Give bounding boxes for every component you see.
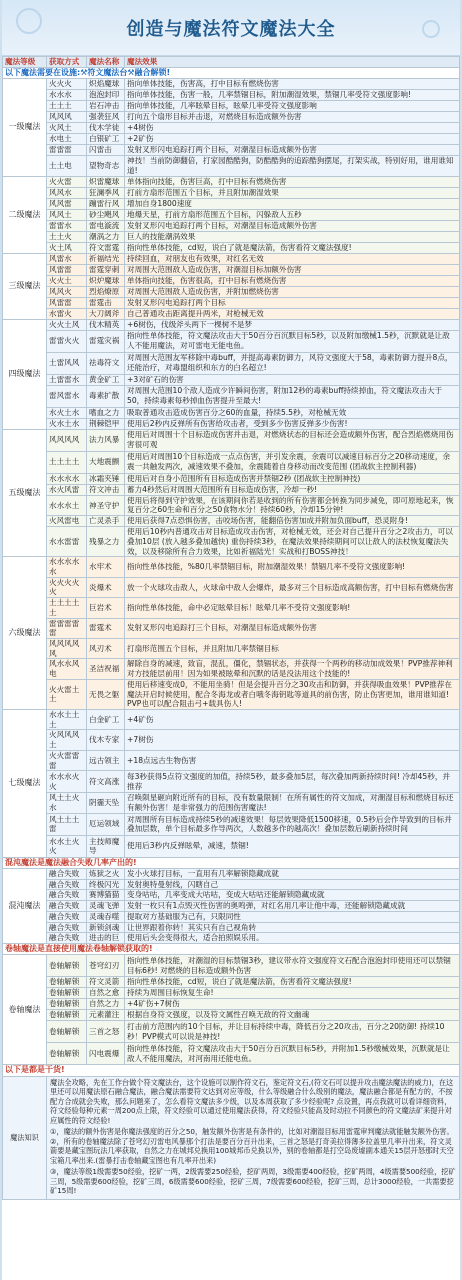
magic-effect-cell: 让世界跟着你转！其实只有自己视角转 — [125, 922, 460, 933]
method-cell: 水水水 — [47, 90, 87, 101]
method-cell: 风风风风风 — [47, 639, 87, 659]
table-row — [3, 319, 460, 330]
table-row — [3, 264, 460, 275]
magic-name-cell: 伐木专家 — [87, 730, 125, 750]
method-cell: 风土土土雷 — [47, 813, 87, 835]
table-row — [3, 385, 460, 407]
table-row — [3, 911, 460, 922]
magic-effect-cell: 指向单体技能，几率眩晕目标，眩晕几率受符文强度影响 — [125, 101, 460, 112]
method-cell: 雷雷火火 — [47, 330, 87, 352]
magic-name-cell: 毒素扩散 — [87, 385, 125, 407]
method-cell: 水水水水水 — [47, 557, 87, 577]
method-cell: 卷轴解锁 — [47, 988, 87, 999]
method-cell: 雷雷雷雷雷 — [47, 618, 87, 638]
magic-name-cell: 符文冲击 — [87, 484, 125, 495]
table-row — [3, 659, 460, 679]
header-level: 魔法等级 — [3, 57, 47, 68]
magic-effect-cell: 使用后头会变得很大，适合拍照娱乐用。 — [125, 933, 460, 944]
table-row — [3, 286, 460, 297]
magic-name-cell: 狂澜季风 — [87, 187, 125, 198]
magic-name-cell: 黄金矿工 — [87, 374, 125, 385]
magic-effect-cell: 变身咕咕，几率变成大咕咕，变成大咕咕还能解锁隐藏成就 — [125, 890, 460, 901]
banner-text: 以下魔法需要在设施:⚒符文魔法台⚒融合解锁! — [3, 68, 460, 79]
method-cell: 卷轴解锁 — [47, 977, 87, 988]
magic-name-cell: 水牢术 — [87, 557, 125, 577]
magic-level-cell: 五级魔法 — [3, 429, 47, 557]
magic-name-cell: 厄运领域 — [87, 813, 125, 835]
method-cell: 融合失败 — [47, 901, 87, 912]
section-banner — [3, 944, 460, 955]
table-row — [3, 297, 460, 308]
method-cell: 风风风 — [47, 112, 87, 123]
table-row — [3, 869, 460, 880]
magic-effect-cell: 使用后获得7点恐惧伤害，击咬场伤害，能翻倍伤害加成并附加负面buff，恐灵附身! — [125, 516, 460, 527]
method-cell: 卷轴解锁 — [47, 999, 87, 1010]
magic-name-cell: 亡灵杀手 — [87, 516, 125, 527]
table-row — [3, 750, 460, 770]
table-header-row — [3, 57, 460, 68]
magic-name-cell: 三首之怒 — [87, 1021, 125, 1043]
magic-effect-cell: 发射叉形闪电追踪打两个目标，对潮湿目标造成额外伤害 — [125, 220, 460, 231]
table-row — [3, 977, 460, 988]
knowledge-cell — [47, 1076, 460, 1199]
table-row — [3, 231, 460, 242]
page-title: 创造与魔法符文魔法大全 — [126, 18, 336, 40]
magic-name-cell: 蹦雷行风 — [87, 198, 125, 209]
magic-name-cell: 白银矿工 — [87, 134, 125, 145]
page-frame — [2, 0, 460, 1280]
table-row — [3, 79, 460, 90]
magic-name-cell: 雷电漩流 — [87, 220, 125, 231]
table-row — [3, 730, 460, 750]
header-name: 魔法名称 — [87, 57, 125, 68]
magic-name-cell: 法力风暴 — [87, 429, 125, 451]
table-row — [3, 1043, 460, 1065]
table-row — [3, 988, 460, 999]
method-cell: 风风水 — [47, 187, 87, 198]
table-row — [3, 330, 460, 352]
magic-name-cell: 白金矿工 — [87, 710, 125, 730]
table-row — [3, 429, 460, 451]
method-cell: 火火火火火 — [47, 577, 87, 597]
magic-level-cell: 卷轴魔法 — [3, 955, 47, 1065]
method-cell: 水电土 — [47, 134, 87, 145]
method-cell: 风雷雷 — [47, 264, 87, 275]
magic-name-cell: 阴霾天坠 — [87, 793, 125, 813]
magic-name-cell: 雷霆灾祸 — [87, 330, 125, 352]
magic-effect-cell: 使用后对周围十个目标造成伤害并击退，对燃烧状态的目标还会造成额外伤害，配合烈焰燃烧用伤害很可观 — [125, 429, 460, 451]
magic-level-cell: 六级魔法 — [3, 557, 47, 710]
magic-name-cell: 进击的巨 — [87, 933, 125, 944]
magic-name-cell: 新锁剑魂 — [87, 922, 125, 933]
magic-name-cell: 大刀阔斧 — [87, 308, 125, 319]
magic-effect-cell: 增加自身1800速度 — [125, 198, 460, 209]
method-cell: 风雷雷 — [47, 297, 87, 308]
table-row — [3, 253, 460, 264]
magic-effect-cell: 打向五个扇形目标并击退，对燃烧目标造成额外伤害 — [125, 112, 460, 123]
table-row — [3, 145, 460, 156]
table-row — [3, 835, 460, 857]
magic-effect-cell: 使用后将得到守护效果，在该期间你若是收到的所有伤害都会转换为同步减免，即可原地起来，恢复百分之60生命和百分之50食物水分！持续60秒，冷却15分钟! — [125, 495, 460, 515]
magic-level-cell: 七级魔法 — [3, 710, 47, 858]
magic-name-cell: 符文灵箭 — [87, 977, 125, 988]
magic-name-cell: 灵魂飞弹 — [87, 901, 125, 912]
magic-name-cell: 巨岩术 — [87, 598, 125, 618]
method-cell: 融合失败 — [47, 879, 87, 890]
table-row — [3, 242, 460, 253]
magic-effect-cell: 打击前方范围内的10个目标，并让目标持续中毒，降低百分之20攻击，百分之20防御! 持续10秒！PVP模式可以说是神技! — [125, 1021, 460, 1043]
magic-name-cell: 炽雷魔球 — [87, 176, 125, 187]
magic-name-cell: 炽焰魔球 — [87, 79, 125, 90]
method-cell: 水水土土土 — [47, 710, 87, 730]
magic-name-cell: 祛毒符文 — [87, 352, 125, 374]
magic-name-cell: 自然之力 — [87, 999, 125, 1010]
table-row — [3, 679, 460, 709]
magic-effect-cell: +3对矿石的伤害 — [125, 374, 460, 385]
magic-level-cell: 一级魔法 — [3, 79, 47, 176]
table-row — [3, 879, 460, 890]
magic-name-cell: 雷霆击 — [87, 297, 125, 308]
magic-name-cell: 符文雷霆 — [87, 242, 125, 253]
method-cell: 火水土水 — [47, 418, 87, 429]
magic-effect-cell: +4矿伤+7树伤 — [125, 999, 460, 1010]
magic-effect-cell: 发射叉形闪电追踪打三个目标，对潮湿目标造成额外伤害 — [125, 618, 460, 638]
method-cell: 水水水土 — [47, 495, 87, 515]
section-banner — [3, 857, 460, 868]
table-row — [3, 451, 460, 473]
table-row — [3, 156, 460, 176]
method-cell: 卷轴解锁 — [47, 955, 87, 977]
magic-name-cell: 烈焰燎原 — [87, 286, 125, 297]
magic-name-cell: 残暴之力 — [87, 527, 125, 557]
magic-effect-cell: +18点远古生物伤害 — [125, 750, 460, 770]
magic-effect-cell: 指向性单体技能，符文魔法攻击大于50百分百沉默目标5秒，并附加1.5秒缴械效果，沉默就是让敌人不能用魔法，对河南用还能电鱼。 — [125, 1043, 460, 1065]
magic-name-cell: 炼狱之火 — [87, 869, 125, 880]
magic-effect-cell: 发小火球打目标，一直用有几率解锁隐藏成就 — [125, 869, 460, 880]
magic-level-cell: 魔法知识 — [3, 1076, 47, 1199]
table-row — [3, 557, 460, 577]
table-row — [3, 901, 460, 912]
magic-effect-cell: 指向性单体技能，%80几率禁锢目标，附加潮湿效果！禁锢几率不受符文强度影响! — [125, 557, 460, 577]
table-row — [3, 1010, 460, 1021]
method-cell: 水水雷雷 — [47, 527, 87, 557]
banner-text: 以下是都是干货! — [3, 1065, 460, 1076]
magic-effect-cell: +6树伤，伐级斧头两下一棵树不是梦 — [125, 319, 460, 330]
table-row — [3, 999, 460, 1010]
table-row — [3, 275, 460, 286]
magic-effect-cell: 使用后2秒内反弹所有伤害给攻击者，受到多少伤害反弹多少伤害! — [125, 418, 460, 429]
magic-name-cell: 雷霆穿刺 — [87, 264, 125, 275]
method-cell: 土土电 — [47, 156, 87, 176]
magic-name-cell: 赛博猫猫 — [87, 890, 125, 901]
table-row — [3, 890, 460, 901]
magic-level-cell: 三级魔法 — [3, 253, 47, 319]
method-cell: 火风雷电 — [47, 516, 87, 527]
magic-effect-cell: 指向性单体技能，cd短，说白了就是魔法箭，伤害看符文魔法强度! — [125, 242, 460, 253]
magic-effect-cell: 单体指向技能，伤害很高，打中目标有燃烧伤害 — [125, 275, 460, 286]
magic-effect-cell: 使用后移速变成0，不能用坐骑！但是会提升百分之30攻击和防御，并获得吸血效果！PVP推荐在魔法开启时候使用，配合冬海龙或者白哦冬海钥匙等道具的前伤害，防止伤害更加，谁用谁知道! PVP也可以配合阻击弓+载具伤人! — [125, 679, 460, 709]
magic-effect-cell: 指向单体技能，伤害高，打中目标有燃烧伤害 — [125, 79, 460, 90]
table-row — [3, 374, 460, 385]
table-row — [3, 1021, 460, 1043]
decoration-circle — [422, 20, 440, 38]
magic-name-cell: 砂尘飓风 — [87, 209, 125, 220]
magic-effect-cell: 根据自身符文强度，以及符文属性召唤无敌的符文幽魂 — [125, 1010, 460, 1021]
header-method: 获取方式 — [47, 57, 87, 68]
magic-effect-cell: +4树伤 — [125, 123, 460, 134]
table-row — [3, 198, 460, 209]
magic-effect-cell: 提取对方基础服为己有，只限同性 — [125, 911, 460, 922]
magic-effect-cell: 发射叉形闪电追踪打两个目标，对潮湿目标造成额外伤害 — [125, 145, 460, 156]
magic-effect-cell: 对周围大范围友军移除中毒buff，并提高毒素防御力，风符文强度大于58，毒素防御力提升8点，还能治疗，对毒盟组织和东方的白名超立! — [125, 352, 460, 374]
magic-effect-cell: 解除自身的减速，致盲，混乱，僵化，禁锢状态，并获得一个两秒的移动加成效果！PVP推荐神利对方技能层前用！因为如果被眩晕和沉默的话是没法用这个技能的! — [125, 659, 460, 679]
section-banner — [3, 68, 460, 79]
magic-effect-cell: 对周围所有目标造成持续5秒的减速效果！每层效果降低1500移速，0.5秒后会作导致到的目标并叠加层数，单个目标最多作导两次，人数越多作的越高次！叠加层数后刷新持续时间 — [125, 813, 460, 835]
method-cell: 雷风雷水 — [47, 385, 87, 407]
magic-name-cell: 灵魂吞噬 — [87, 911, 125, 922]
magic-name-cell: 元素灌注 — [87, 1010, 125, 1021]
method-cell: 火火雷 — [47, 176, 87, 187]
magic-name-cell: 强袭狂风 — [87, 112, 125, 123]
magic-name-cell: 大地震颤 — [87, 451, 125, 473]
method-cell: 风风雷 — [47, 198, 87, 209]
method-cell: 火火雷雷雷 — [47, 750, 87, 770]
magic-effect-cell: 吸取普通攻击造成伤害百分之60的血量，持续5.5秒，对枪械无效 — [125, 407, 460, 418]
method-cell: 水火风雷 — [47, 484, 87, 495]
magic-effect-cell: 对周围大范围敌人造成伤害，并附加燃烧伤害 — [125, 286, 460, 297]
magic-name-cell: 伐木精英 — [87, 319, 125, 330]
method-cell: 水水水水 — [47, 473, 87, 484]
magic-effect-cell: +7树伤 — [125, 730, 460, 750]
magic-name-cell: 祈福结光 — [87, 253, 125, 264]
method-cell: 火风风风土 — [47, 730, 87, 750]
magic-name-cell: 冰霜夹锤 — [87, 473, 125, 484]
magic-name-cell: 嗜血之力 — [87, 407, 125, 418]
magic-effect-cell: 自己普通攻击距离提升两米，对枪械无效 — [125, 308, 460, 319]
method-cell: 火火土 — [47, 275, 87, 286]
method-cell: 融合失败 — [47, 933, 87, 944]
table-row — [3, 710, 460, 730]
magic-name-cell: 炽炉魔球 — [87, 275, 125, 286]
magic-effect-cell: 单体指向技能，伤害巨高，打中目标有燃烧伤害 — [125, 176, 460, 187]
method-cell: 风风土 — [47, 209, 87, 220]
table-row — [3, 771, 460, 793]
magic-name-cell: 远古领主 — [87, 750, 125, 770]
title-banner — [2, 0, 460, 56]
method-cell: 融合失败 — [47, 890, 87, 901]
knowledge-paragraph: ③，魔法等级1级需要50经验，挖矿一两，2级需要250经验，挖矿两周，3级需要400经验，挖矿两周，4级需要500经验，挖矿三周，5级需要600经验，挖矿三周，6级需要600经验，挖矿三周，7级需要600经验，挖矿三周，总计3000经验，一共需要挖矿15周! — [50, 1167, 456, 1196]
magic-name-cell: 苍穹幻刃 — [87, 955, 125, 977]
magic-effect-cell: 放一个火球攻击敌人，火球命中敌人会爆炸，最多对三个目标造成高额伤害，打中目标有燃烧伤害 — [125, 577, 460, 597]
method-cell: 风雷水 — [47, 253, 87, 264]
magic-name-cell: 雷霆术 — [87, 618, 125, 638]
knowledge-paragraph: ①，魔法的额外伤害是你魔法强度的百分之50，触发额外伤害是有条件的，比如对潮湿目标用雷霆审判魔法就能触发额外伤害。②，所有的卷轴魔法除了苍穹幻刃雷电风暴那个打法是要百分百升出来，三首之怒是打奇美拉得薄多拉盖里几率升出来，符文灵箭要是藏宝图玩法几率获取，自然之力在城邦兑换用100城邦币兑换以外，别的卷轴都是打空岛废墟副本通关15层开怒那时天空宝箱几率出来.(雷暴打击卷轴藏宝图也有几率开出来) — [50, 1127, 454, 1165]
magic-effect-cell: 指向性单体技能，命中必定眩晕目标！眩晕几率不受符文强度影响! — [125, 598, 460, 618]
method-cell: 土土土土 — [47, 451, 87, 473]
magic-level-cell: 四级魔法 — [3, 319, 47, 429]
table-row — [3, 308, 460, 319]
table-row — [3, 473, 460, 484]
magic-effect-cell: 指向性单体技能，对潮湿的目标禁锢3秒，建议带水符文强度符文石配合泡泡封印使用还可以禁锢目标6秒! 对燃烧的目标造成额外伤害 — [125, 955, 460, 977]
magic-name-cell: 潮涡之力 — [87, 231, 125, 242]
method-cell: 风风火 — [47, 286, 87, 297]
table-row — [3, 134, 460, 145]
magic-effect-cell: 使用后对自身小范围所有目标造成伤害并禁锢2秒 (团战软主控制神技) — [125, 473, 460, 484]
magic-effect-cell: 蓄力4秒然后对周围大范围所有目标造成伤害，冷却一秒! — [125, 484, 460, 495]
method-cell: 融合失败 — [47, 911, 87, 922]
magic-name-cell: 终极闪光 — [87, 879, 125, 890]
magic-effect-cell: +2矿伤 — [125, 134, 460, 145]
header-effect: 魔法效果 — [125, 57, 460, 68]
method-cell: 雷雷水 — [47, 220, 87, 231]
method-cell: 土雷雷水 — [47, 374, 87, 385]
magic-name-cell: 神圣守护 — [87, 495, 125, 515]
magic-effect-cell: 发射叉形闪电追踪打两个目标 — [125, 297, 460, 308]
table-row — [3, 527, 460, 557]
magic-effect-cell: 巨人的技能潮涡效果 — [125, 231, 460, 242]
magic-name-cell: 主技师魔导 — [87, 835, 125, 857]
magic-name-cell: 符文高涨 — [87, 771, 125, 793]
magic-name-cell: 闪电震爆 — [87, 1043, 125, 1065]
magic-level-cell: 二级魔法 — [3, 176, 47, 253]
magic-effect-cell: 召唤陨星砸向附近所有的目标，没有数量限制！在所有属性的符文加成，对潮湿目标和燃烧目标还有额外伤害！是非常强力的范围伤害魔法! — [125, 793, 460, 813]
method-cell: 土土土 — [47, 101, 87, 112]
magic-effect-cell: 对周围大范围敌人造成伤害，对潮湿目标加额外伤害 — [125, 264, 460, 275]
method-cell: 水水水火火 — [47, 771, 87, 793]
table-row — [3, 577, 460, 597]
magic-name-cell: 无畏之躯 — [87, 679, 125, 709]
knowledge-row — [3, 1076, 460, 1199]
magic-effect-cell: 神技！当前防御翻倍，打家园酷酷狗，防酷酷狗的追踪酷狗摆尾，打架实战，特别好用，谁用谁知道! — [125, 156, 460, 176]
method-cell: 火土风 — [47, 242, 87, 253]
magic-name-cell: 泡泡封印 — [87, 90, 125, 101]
magic-effect-cell: 使用后3秒内反弹眩晕，减速，禁锢! — [125, 835, 460, 857]
table-row — [3, 352, 460, 374]
banner-text: 卷轴魔法是直接使用魔法卷轴解锁获取的! — [3, 944, 460, 955]
method-cell: 融合失败 — [47, 922, 87, 933]
method-cell: 卷轴解锁 — [47, 1021, 87, 1043]
table-row — [3, 639, 460, 659]
magic-name-cell: 自然之愈 — [87, 988, 125, 999]
magic-effect-cell: 使用后对周围10个目标造成一点点伤害，并引发余震，余震可以减速目标百分之20移动速度，余震一共触发两次，减速效果不叠加，余震随着自身移动而改变范围 (团战软主控制利器) — [125, 451, 460, 473]
table-row — [3, 90, 460, 101]
method-cell: 水水土火火 — [47, 835, 87, 857]
method-cell: 风风风风 — [47, 429, 87, 451]
table-row — [3, 220, 460, 231]
table-row — [3, 793, 460, 813]
method-cell: 风水水风电 — [47, 659, 87, 679]
method-cell: 火风土 — [47, 123, 87, 134]
magic-effect-cell: 打扇形范围五个目标，并且附加几率禁锢目标 — [125, 639, 460, 659]
magic-name-cell: 风刃术 — [87, 639, 125, 659]
method-cell: 火火雷土土 — [47, 679, 87, 709]
method-cell: 融合失败 — [47, 869, 87, 880]
knowledge-paragraph: 魔法全攻略，先在工作台做个符文魔法台，这个设施可以制作符文石，鉴定符文石,(符文石可以提升攻击魔法魔法的威力)，在这里还可以用魔法原石融合魔法，融合魔法需要符文达到对应等级，什么等级融合什么级别的魔法，魔法融合都是有配方的，不按配方合成就会失败，那么问题来了，怎么看符文魔法多少级，以及本周获取了多少经验呢? 点设置，再点我就可以看详细资料，符文经验每种元素一周200点上限，符文经验可以通过使用魔法获得，符文经验只能高及时动拉不同颜色的符文魔法矿来提升对应属性的符文经验! — [50, 1077, 454, 1125]
magic-name-cell: 伐木学徒 — [87, 123, 125, 134]
method-cell: 火火火 — [47, 79, 87, 90]
magic-effect-cell: +4矿伤 — [125, 710, 460, 730]
method-cell: 土土土土土 — [47, 598, 87, 618]
table-row — [3, 813, 460, 835]
magic-effect-cell: 对周围大范围10个敌人造成少许瞬间伤害，附加12秒的毒素buff持续掉血，符文魔法攻击大于50，持续毒素每秒掉血伤害提升至最大! — [125, 385, 460, 407]
table-row — [3, 484, 460, 495]
method-cell: 土土火 — [47, 231, 87, 242]
table-row — [3, 598, 460, 618]
method-cell: 水火土水 — [47, 407, 87, 418]
magic-effect-cell: 指向单体技能，伤害一般，几率禁锢目标，附加潮湿效果，禁锢几率受符文强度影响! — [125, 90, 460, 101]
table-row — [3, 516, 460, 527]
magic-effect-cell: 指向性单体技能，cd短，说白了就是魔法箭，伤害看符文魔法强度! — [125, 977, 460, 988]
method-cell: 卷轴解锁 — [47, 1043, 87, 1065]
table-row — [3, 618, 460, 638]
magic-effect-cell: 持续为周围目标恢复生命! — [125, 988, 460, 999]
table-row — [3, 123, 460, 134]
table-row — [3, 176, 460, 187]
table-row — [3, 495, 460, 515]
method-cell: 雷雷雷 — [47, 145, 87, 156]
magic-effect-cell: 发射奥特曼射线，闪瞎自己 — [125, 879, 460, 890]
magic-effect-cell: 指向性单体技能，符文魔法攻击大于50百分百沉默目标5秒，以及附加缴械1.5秒，沉默就是让敌人不能用魔法，对可雷电无能电鱼。 — [125, 330, 460, 352]
magic-name-cell: 望物奇志 — [87, 156, 125, 176]
method-cell: 火火土风 — [47, 319, 87, 330]
decoration-circle — [16, 8, 42, 34]
magic-name-cell: 荆棘铠甲 — [87, 418, 125, 429]
section-banner — [3, 1065, 460, 1076]
magic-name-cell: 闪雷击 — [87, 145, 125, 156]
magic-effect-cell: 发射一枚只有1点毁灭性伤害的奥鸣弹，对红名用几率让他中毒，还能解锁隐藏成就 — [125, 901, 460, 912]
magic-effect-cell: 使用后10秒内普通攻击对目标造成攻击伤害，对枪械无效，还会对自己提升百分之2攻击力，可以叠加10层 (放入越多叠加越快) 重伤持续3秒，在魔法效果持续期间可以让敌人的法杖恢复魔法失效，以及移除所有合力效果，比如祈福陆光！实战和打BOSS神技！ — [125, 527, 460, 557]
magic-level-cell: 混沌魔法 — [3, 869, 47, 944]
magic-table — [2, 56, 460, 1200]
magic-name-cell: 岩石冲击 — [87, 101, 125, 112]
method-cell: 风土土火水 — [47, 793, 87, 813]
method-cell: 卷轴解锁 — [47, 1010, 87, 1021]
table-row — [3, 933, 460, 944]
table-row — [3, 112, 460, 123]
table-row — [3, 407, 460, 418]
table-row — [3, 418, 460, 429]
table-row — [3, 955, 460, 977]
magic-effect-cell: 持续回血，对朋友也有效果，对红名无效 — [125, 253, 460, 264]
table-row — [3, 209, 460, 220]
magic-name-cell: 炎爆术 — [87, 577, 125, 597]
table-row — [3, 922, 460, 933]
method-cell: 水雷火 — [47, 308, 87, 319]
magic-effect-cell: 打前方扇形范围五个目标，并且附加潮湿效果 — [125, 187, 460, 198]
table-row — [3, 101, 460, 112]
magic-name-cell: 圣洁祝福 — [87, 659, 125, 679]
banner-text: 混沌魔法是魔法融合失败几率产出的! — [3, 857, 460, 868]
magic-effect-cell: 地爆天星，打前方扇形范围五个目标，闪躲敌人五秒 — [125, 209, 460, 220]
table-row — [3, 187, 460, 198]
magic-effect-cell: 每3秒获得5点符文强度的加值，持续5秒，最多叠加5层，每次叠加两新持续时间! 冷却45秒，并推荐 — [125, 771, 460, 793]
method-cell: 土雷风风 — [47, 352, 87, 374]
